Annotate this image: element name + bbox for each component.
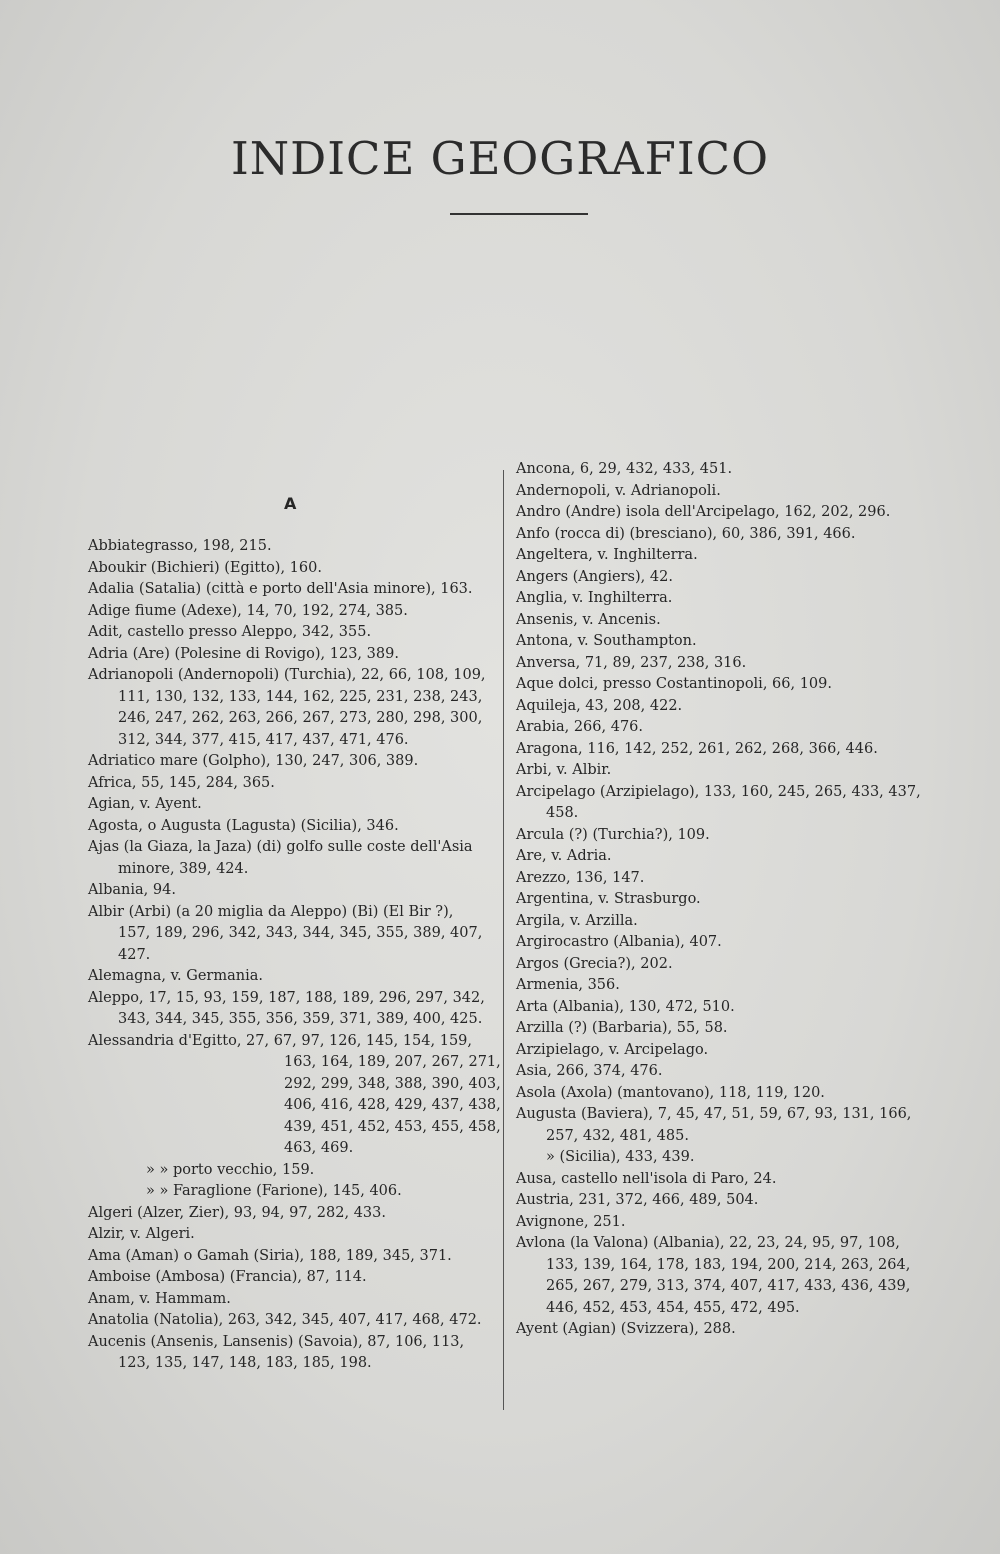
index-entry-line: 123, 135, 147, 148, 183, 185, 198. <box>118 1355 372 1371</box>
index-entry-line: Ajas (la Giaza, la Jaza) (di) golfo sulle coste dell'Asia <box>88 839 473 855</box>
index-entry-line: 458. <box>546 805 579 821</box>
index-entry-line: 292, 299, 348, 388, 390, 403, <box>284 1075 501 1092</box>
index-entry-line: Avignone, 251. <box>516 1213 626 1230</box>
index-entry <box>516 889 936 911</box>
index-entry <box>516 674 936 696</box>
index-entry-line: Argirocastro (Albania), 407. <box>516 934 722 950</box>
index-entry-line: Aboukir (Bichieri) (Egitto), 160. <box>88 559 322 576</box>
index-entry-line: Asola (Axola) (mantovano), 118, 119, 120. <box>516 1084 825 1101</box>
index-entry-line: Andernopoli, v. Adrianopoli. <box>516 482 721 499</box>
index-entry-line: Adige fiume (Adexe), 14, 70, 192, 274, 385. <box>88 602 408 619</box>
index-entry-line: Anversa, 71, 89, 237, 238, 316. <box>516 654 747 671</box>
section-letter: A <box>284 494 297 513</box>
index-subentry-line: » » Faraglione (Farione), 145, 406. <box>146 1183 402 1199</box>
index-entry-line: Ayent (Agian) (Svizzera), 288. <box>516 1321 736 1337</box>
index-entry <box>516 1040 936 1062</box>
index-entry-line: Ancona, 6, 29, 432, 433, 451. <box>516 461 733 477</box>
index-entry <box>88 902 498 967</box>
index-entry <box>516 1018 936 1040</box>
index-entry-line: 133, 139, 164, 178, 183, 194, 200, 214, 263, 264, <box>546 1256 911 1273</box>
index-entry <box>516 524 936 546</box>
index-entry-line: 439, 451, 452, 453, 455, 458, <box>284 1118 501 1135</box>
index-subentry-line: » (Sicilia), 433, 439. <box>546 1149 695 1165</box>
index-entry <box>88 837 498 880</box>
index-entry-line: Augusta (Baviera), 7, 45, 47, 51, 59, 67, 93, 131, 166, <box>516 1106 912 1122</box>
index-entry <box>516 717 936 739</box>
index-entry <box>88 880 498 902</box>
index-entry <box>516 1104 936 1147</box>
index-entry <box>88 622 498 644</box>
index-entry-line: Arcula (?) (Turchia?), 109. <box>516 826 710 843</box>
index-entry <box>516 846 936 868</box>
index-entry-line: Agian, v. Ayent. <box>88 796 202 812</box>
index-entry <box>516 868 936 890</box>
index-entry-line: Aque dolci, presso Costantinopoli, 66, 109. <box>516 676 832 692</box>
index-entry-line: 343, 344, 345, 355, 356, 359, 371, 389, 400, 425. <box>118 1011 483 1027</box>
index-entry <box>88 1031 501 1160</box>
index-entry <box>88 773 498 795</box>
index-entry-line: Adria (Are) (Polesine di Rovigo), 123, 389. <box>88 645 399 662</box>
index-entry-line: 111, 130, 132, 133, 144, 162, 225, 231, 238, 243, <box>118 688 483 705</box>
index-entry <box>88 794 498 816</box>
index-entry <box>516 481 936 503</box>
index-entry <box>88 644 498 666</box>
index-entry-line: Asia, 266, 374, 476. <box>516 1063 663 1079</box>
index-entry-line: Aragona, 116, 142, 252, 261, 262, 268, 366, 446. <box>516 740 878 757</box>
index-entry-line: Abbiategrasso, 198, 215. <box>88 538 272 554</box>
index-entry <box>88 816 498 838</box>
index-entry-line: Alessandria d'Egitto, 27, 67, 97, 126, 145, 154, 159, <box>88 1032 473 1049</box>
index-entry <box>516 932 936 954</box>
index-entry-line: Avlona (la Valona) (Albania), 22, 23, 24, 95, 97, 108, <box>516 1235 900 1251</box>
right-column <box>516 459 936 1341</box>
index-entry-line: Argos (Grecia?), 202. <box>516 955 673 972</box>
index-entry-line: Andro (Andre) isola dell'Arcipelago, 162, 202, 296. <box>516 504 891 520</box>
index-entry-line: Armenia, 356. <box>516 977 620 993</box>
index-entry <box>516 545 936 567</box>
index-entry-line: Aquileja, 43, 208, 422. <box>516 697 683 714</box>
index-entry <box>88 558 498 580</box>
index-entry <box>88 1332 498 1375</box>
index-entry <box>516 653 936 675</box>
index-subentry-line: » » porto vecchio, 159. <box>146 1161 315 1178</box>
index-entry <box>516 997 936 1019</box>
index-entry-line: minore, 389, 424. <box>118 860 249 877</box>
column-divider <box>503 470 504 1410</box>
index-entry-line: Anatolia (Natolia), 263, 342, 345, 407, 417, 468, 472. <box>88 1312 482 1328</box>
index-entry <box>516 1061 936 1083</box>
index-entry-line: Arzilla (?) (Barbaria), 55, 58. <box>516 1020 728 1036</box>
index-entry <box>88 1224 498 1246</box>
index-entry-line: Albania, 94. <box>88 882 176 898</box>
index-entry-line: Angeltera, v. Inghilterra. <box>516 547 698 563</box>
index-entry <box>88 966 498 988</box>
index-entry-line: 157, 189, 296, 342, 343, 344, 345, 355, 389, 407, <box>118 925 483 941</box>
index-entry-line: Alemagna, v. Germania. <box>88 968 263 984</box>
index-entry <box>516 1212 936 1234</box>
index-entry-line: Arabia, 266, 476. <box>516 719 644 735</box>
index-entry-line: Amboise (Ambosa) (Francia), 87, 114. <box>88 1269 367 1285</box>
index-entry-line: 406, 416, 428, 429, 437, 438, <box>284 1097 501 1113</box>
index-entry-line: Austria, 231, 372, 466, 489, 504. <box>516 1192 759 1208</box>
index-entry <box>516 459 936 481</box>
index-entry <box>516 760 936 782</box>
index-entry-line: Antona, v. Southampton. <box>516 633 697 649</box>
index-entry <box>88 601 498 623</box>
index-entry <box>516 588 936 610</box>
index-entry <box>516 1233 936 1319</box>
index-entry-line: Anfo (rocca di) (bresciano), 60, 386, 391, 466. <box>516 525 856 542</box>
index-entry <box>88 1310 498 1332</box>
index-entry-line: Agosta, o Augusta (Lagusta) (Sicilia), 346. <box>88 817 399 834</box>
index-entry <box>88 536 498 558</box>
index-entry-line: Aleppo, 17, 15, 93, 159, 187, 188, 189, 296, 297, 342, <box>88 989 485 1006</box>
index-entry-line: Adalia (Satalia) (città e porto dell'Asia minore), 163. <box>88 581 473 597</box>
index-entry <box>516 954 936 976</box>
index-entry-line: Aucenis (Ansenis, Lansenis) (Savoia), 87, 106, 113, <box>88 1333 465 1350</box>
index-entry-line: Algeri (Alzer, Zier), 93, 94, 97, 282, 433. <box>88 1204 386 1221</box>
index-entry <box>88 665 498 751</box>
index-entry-line: Adit, castello presso Aleppo, 342, 355. <box>88 624 372 640</box>
index-entry <box>516 502 936 524</box>
index-entry-line: Anam, v. Hammam. <box>88 1290 231 1307</box>
index-entry-line: Adriatico mare (Golpho), 130, 247, 306, 389. <box>88 753 419 769</box>
index-entry <box>88 1203 498 1225</box>
index-entry-line: Arcipelago (Arzipielago), 133, 160, 245, 265, 433, 437, <box>516 783 921 800</box>
index-entry <box>88 579 498 601</box>
index-entry-line: Ansenis, v. Ancenis. <box>516 611 661 628</box>
index-entry <box>88 1289 498 1311</box>
index-entry-line: 312, 344, 377, 415, 417, 437, 471, 476. <box>118 731 409 748</box>
index-entry-line: Arzipielago, v. Arcipelago. <box>516 1041 709 1058</box>
index-entry-line: Ama (Aman) o Gamah (Siria), 188, 189, 345, 371. <box>88 1247 452 1264</box>
index-entry-line: Ausa, castello nell'isola di Paro, 24. <box>516 1170 777 1187</box>
index-entry <box>516 567 936 589</box>
index-entry-line: Argentina, v. Strasburgo. <box>516 891 701 907</box>
title-divider <box>450 213 588 215</box>
index-entry <box>516 1147 936 1169</box>
index-entry <box>88 1160 498 1203</box>
index-entry <box>516 825 936 847</box>
index-entry <box>88 1267 498 1289</box>
index-entry <box>516 782 936 825</box>
index-entry-line: Arezzo, 136, 147. <box>516 869 645 886</box>
index-entry-line: 246, 247, 262, 263, 266, 267, 273, 280, 298, 300, <box>118 710 483 726</box>
index-entry-line: Argila, v. Arzilla. <box>516 912 638 929</box>
index-entry <box>88 751 498 773</box>
index-entry-line: 446, 452, 453, 454, 455, 472, 495. <box>546 1299 800 1316</box>
index-entry-line: Arta (Albania), 130, 472, 510. <box>516 998 735 1015</box>
index-entry-line: Arbi, v. Albir. <box>516 762 612 778</box>
index-entry-line: Angers (Angiers), 42. <box>516 568 673 585</box>
index-entry-line: Anglia, v. Inghilterra. <box>516 590 673 606</box>
page-title: INDICE GEOGRAFICO <box>231 132 769 185</box>
index-entry-line: 427. <box>118 946 151 963</box>
index-entry-line: Are, v. Adria. <box>516 848 612 864</box>
index-entry-line: 257, 432, 481, 485. <box>546 1127 689 1144</box>
index-entry <box>516 631 936 653</box>
index-entry <box>88 1246 498 1268</box>
index-entry-line: Albir (Arbi) (a 20 miglia da Aleppo) (Bi) (El Bir ?), <box>88 903 454 920</box>
index-entry-line: 265, 267, 279, 313, 374, 407, 417, 433, 436, 439, <box>546 1278 911 1294</box>
index-entry <box>516 739 936 761</box>
index-entry-line: Alzir, v. Algeri. <box>88 1226 195 1242</box>
left-column <box>88 536 501 1375</box>
index-entry <box>516 1190 936 1212</box>
index-entry <box>516 911 936 933</box>
index-entry-line: 163, 164, 189, 207, 267, 271, <box>284 1054 501 1070</box>
index-entry-line: 463, 469. <box>284 1140 354 1156</box>
index-entry-line: Adrianopoli (Andernopoli) (Turchia), 22, 66, 108, 109, <box>88 667 486 683</box>
index-entry <box>516 610 936 632</box>
index-entry <box>516 1169 936 1191</box>
index-entry-line: Africa, 55, 145, 284, 365. <box>88 774 275 791</box>
index-entry <box>516 696 936 718</box>
index-entry <box>516 1083 936 1105</box>
index-entry <box>88 988 498 1031</box>
index-entry <box>516 975 936 997</box>
index-entry <box>516 1319 936 1341</box>
